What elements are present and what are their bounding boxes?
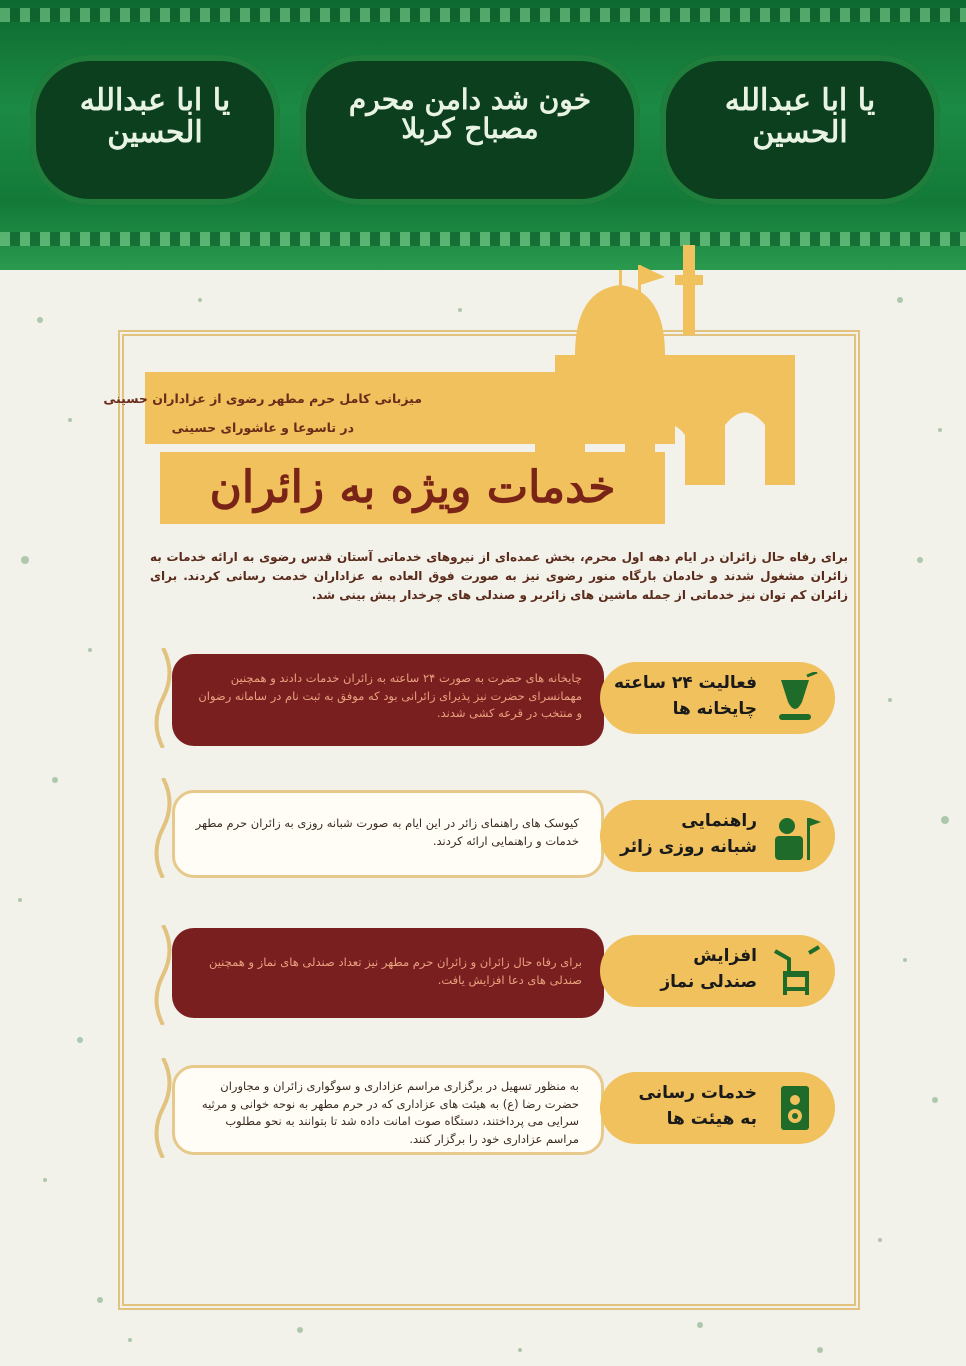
- banner-border-bottom: [0, 232, 966, 246]
- service-label-line2: چایخانه ها: [672, 699, 757, 719]
- service-label-line1: افزایش: [693, 946, 757, 966]
- intro-paragraph: برای رفاه حال زائران در ایام دهه اول محرم، بخش عمده‌ای از نیروهای خدماتی آستان قدس رضوی به ارائه خدمات به زائران مشغول شدند و خادمان بارگاه منور رضوی نیز به صورت فوق العاده به عزاداران خدمت رسانی کردند. برای زائران کم توان نیز خدماتی از جمله ماشین های زائربر و صندلی های چرخدار پیش بینی شد.: [150, 550, 848, 602]
- service-label-text: [607, 670, 757, 722]
- service-label-guide: [600, 800, 835, 872]
- speaker-icon: [769, 1082, 821, 1134]
- service-label-line2: به هیئت ها: [666, 1109, 757, 1129]
- shrine-silhouette-icon: [535, 235, 815, 485]
- service-label-text: [607, 1080, 757, 1132]
- service-label-tea: [600, 662, 835, 734]
- guide-person-flag-icon: [769, 810, 821, 862]
- service-label-line1: فعالیت ۲۴ ساعته: [613, 673, 757, 693]
- service-description-box: [172, 790, 604, 878]
- service-label-line1: راهنمایی: [681, 811, 757, 831]
- service-label-text: [607, 943, 757, 995]
- calligraphy-right: یا ابا عبدالله الحسین: [724, 83, 876, 150]
- service-description: چایخانه های حضرت به صورت ۲۴ ساعته به زائران خدمات دادند و همچنین مهمانسرای حضرت نیز پذیرای زائرانی بود که موفق به ثبت نام در سامانه رضوان و منتخب در قرعه کشی شدند.: [198, 671, 582, 720]
- service-description: به منظور تسهیل در برگزاری مراسم عزاداری و سوگواری زائران و مجاوران حضرت رضا (ع) به هیئت های عزاداری که در حرم مطهر به نوحه خوانی و مرثیه سرایی می پرداختند، دستگاه صوت امانت داده شد تا بتوانند به نحو مطلوب مراسم عزاداری خود را برگزار کنند.: [201, 1079, 579, 1146]
- calligraphy-left: یا ابا عبدالله الحسین: [79, 83, 231, 150]
- service-label-chair: [600, 935, 835, 1007]
- service-description-box: [172, 1065, 604, 1155]
- page-title: خدمات ویژه به زائران: [209, 462, 616, 513]
- service-label-speaker: [600, 1072, 835, 1144]
- subtitle-line-2: در تاسوعا و عاشورای حسینی: [171, 420, 354, 435]
- service-label-line2: صندلی نماز: [660, 972, 757, 992]
- banner-border-top: [0, 8, 966, 22]
- service-description-box: [172, 928, 604, 1018]
- tea-glass-icon: [769, 672, 821, 724]
- service-label-line2: شبانه روزی زائر: [620, 837, 757, 857]
- prayer-chair-icon: [769, 945, 821, 997]
- service-description: کیوسک های راهنمای زائر در این ایام به صورت شبانه روزی به زائران حرم مطهر خدمات و راهنمایی ارائه کردند.: [195, 816, 579, 848]
- subtitle-line-1: میزبانی کامل حرم مطهر رضوی از عزاداران حسینی: [103, 391, 422, 406]
- service-label-line1: خدمات رسانی: [638, 1083, 757, 1103]
- calligraphy-center: خون شد دامن محرم مصباح کربلا: [348, 83, 592, 146]
- service-description: برای رفاه حال زائران و زائران حرم مطهر نیز تعداد صندلی های نماز و همچنین صندلی های دعا افزایش یافت.: [208, 955, 582, 987]
- top-banner: [0, 0, 966, 270]
- service-description-box: [172, 654, 604, 746]
- service-label-text: [607, 808, 757, 860]
